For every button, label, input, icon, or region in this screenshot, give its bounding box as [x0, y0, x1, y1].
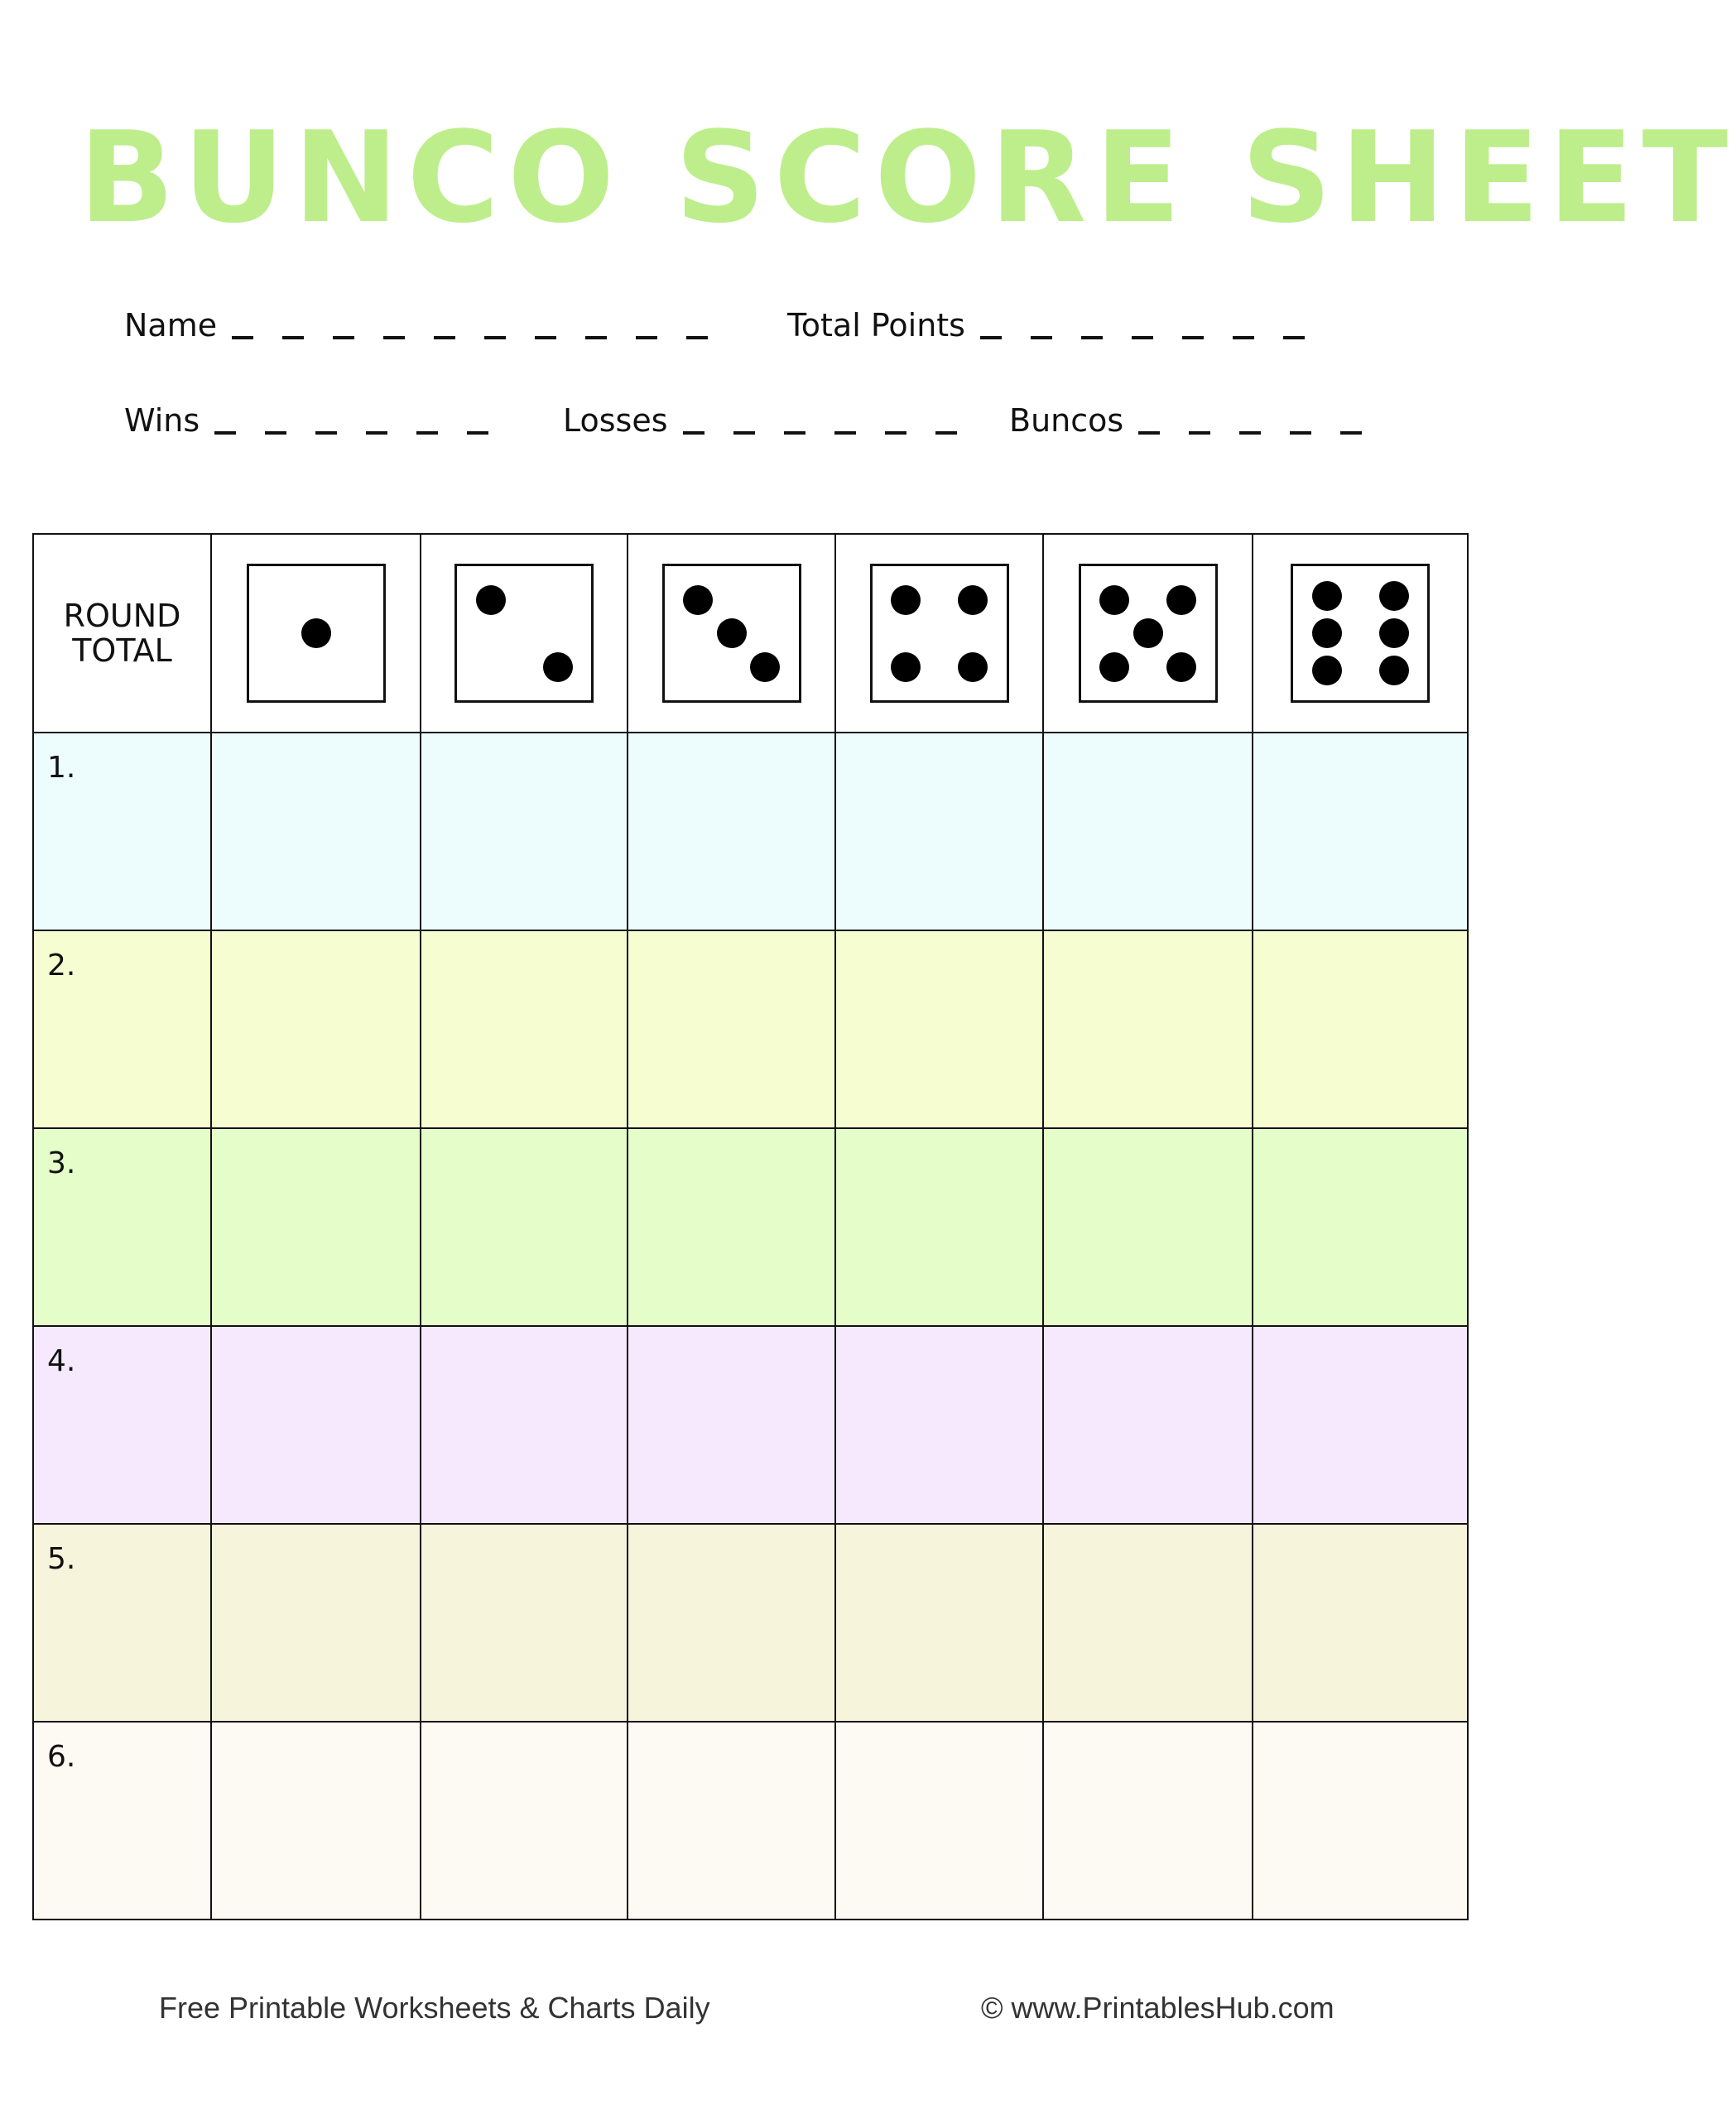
score-cell[interactable]: [211, 733, 421, 930]
round-number: 2.: [47, 949, 76, 983]
pip-icon: [1379, 581, 1409, 611]
score-body: [33, 733, 1468, 1920]
score-cell[interactable]: [835, 1722, 1043, 1920]
score-row-5: [33, 1524, 1468, 1722]
total-points-blank[interactable]: [980, 336, 1318, 339]
score-cell[interactable]: [421, 733, 628, 930]
score-cell[interactable]: [1043, 1722, 1253, 1920]
score-cell[interactable]: [628, 1722, 835, 1920]
pip-icon: [683, 585, 713, 615]
score-cell[interactable]: [628, 930, 835, 1128]
buncos-blank[interactable]: [1138, 431, 1370, 435]
pip-icon: [1099, 585, 1129, 615]
page-title: BUNCO SCORE SHEET: [79, 104, 1736, 251]
score-cell[interactable]: [628, 733, 835, 930]
score-row-4: [33, 1326, 1468, 1524]
pip-icon: [750, 652, 780, 682]
score-cell[interactable]: [1253, 1326, 1468, 1524]
score-row-1: [33, 733, 1468, 930]
score-cell[interactable]: [211, 930, 421, 1128]
score-cell[interactable]: [1253, 930, 1468, 1128]
dice-header-3: [628, 534, 835, 733]
round-total-cell[interactable]: [33, 930, 211, 1128]
die-face-4-icon: [870, 564, 1009, 703]
pip-icon: [1312, 656, 1342, 685]
score-cell[interactable]: [628, 1128, 835, 1326]
score-cell[interactable]: [421, 1326, 628, 1524]
score-cell[interactable]: [211, 1722, 421, 1920]
round-number: 3.: [47, 1146, 76, 1180]
score-cell[interactable]: [1043, 1128, 1253, 1326]
losses-label: Losses: [563, 402, 668, 439]
score-cell[interactable]: [421, 1524, 628, 1722]
score-row-6: [33, 1722, 1468, 1920]
name-blank[interactable]: [232, 336, 715, 339]
die-face-1-icon: [247, 564, 386, 703]
pip-icon: [958, 652, 988, 682]
pip-icon: [1379, 656, 1409, 685]
footer-copyright: © www.PrintablesHub.com: [981, 1991, 1334, 2025]
pip-icon: [543, 652, 573, 682]
losses-blank[interactable]: [683, 431, 964, 435]
score-cell[interactable]: [1253, 733, 1468, 930]
score-cell[interactable]: [1253, 1524, 1468, 1722]
round-number: 4.: [47, 1344, 76, 1378]
round-total-cell[interactable]: [33, 1326, 211, 1524]
header-row: [33, 534, 1468, 733]
pip-icon: [1379, 618, 1409, 648]
wins-blank[interactable]: [214, 431, 496, 435]
buncos-label: Buncos: [1009, 402, 1124, 439]
buncos-field[interactable]: [1009, 401, 1370, 440]
name-label: Name: [124, 307, 218, 344]
score-cell[interactable]: [211, 1524, 421, 1722]
total-points-label: Total Points: [787, 307, 965, 344]
round-total-cell[interactable]: [33, 1524, 211, 1722]
pip-icon: [1166, 652, 1196, 682]
wins-field[interactable]: [124, 401, 496, 440]
die-face-3-icon: [662, 564, 801, 703]
score-cell[interactable]: [835, 733, 1043, 930]
score-table: [32, 533, 1469, 1920]
pip-icon: [1166, 585, 1196, 615]
score-cell[interactable]: [421, 930, 628, 1128]
losses-field[interactable]: [563, 401, 964, 440]
die-face-5-icon: [1079, 564, 1218, 703]
round-total-cell[interactable]: [33, 733, 211, 930]
score-cell[interactable]: [1043, 1326, 1253, 1524]
score-cell[interactable]: [628, 1524, 835, 1722]
round-total-header: [33, 534, 211, 733]
dice-header-2: [421, 534, 628, 733]
round-number: 1.: [47, 751, 76, 785]
pip-icon: [1133, 618, 1163, 648]
pip-icon: [717, 618, 747, 648]
score-cell[interactable]: [421, 1128, 628, 1326]
score-cell[interactable]: [1253, 1722, 1468, 1920]
score-cell[interactable]: [835, 1524, 1043, 1722]
total-points-field[interactable]: [787, 306, 1318, 344]
score-cell[interactable]: [835, 1326, 1043, 1524]
pip-icon: [891, 585, 921, 615]
score-cell[interactable]: [211, 1326, 421, 1524]
footer-tagline: Free Printable Worksheets & Charts Daily: [159, 1991, 710, 2025]
pip-icon: [476, 585, 506, 615]
round-number: 6.: [47, 1740, 76, 1774]
score-cell[interactable]: [628, 1326, 835, 1524]
die-face-2-icon: [454, 564, 594, 703]
score-cell[interactable]: [1043, 733, 1253, 930]
score-row-2: [33, 930, 1468, 1128]
round-total-cell[interactable]: [33, 1722, 211, 1920]
dice-header-6: [1253, 534, 1468, 733]
pip-icon: [1099, 652, 1129, 682]
score-cell[interactable]: [421, 1722, 628, 1920]
score-cell[interactable]: [1253, 1128, 1468, 1326]
dice-header-4: [835, 534, 1043, 733]
pip-icon: [1312, 581, 1342, 611]
name-field[interactable]: [124, 306, 715, 344]
wins-label: Wins: [124, 402, 200, 439]
score-row-3: [33, 1128, 1468, 1326]
score-cell[interactable]: [835, 1128, 1043, 1326]
pip-icon: [301, 618, 331, 648]
score-cell[interactable]: [835, 930, 1043, 1128]
pip-icon: [958, 585, 988, 615]
pip-icon: [1312, 618, 1342, 648]
score-cell[interactable]: [211, 1128, 421, 1326]
pip-icon: [891, 652, 921, 682]
score-cell[interactable]: [1043, 930, 1253, 1128]
dice-header-5: [1043, 534, 1253, 733]
round-total-label: ROUND TOTAL: [63, 598, 181, 669]
dice-header-1: [211, 534, 421, 733]
round-number: 5.: [47, 1542, 76, 1576]
round-total-cell[interactable]: [33, 1128, 211, 1326]
die-face-6-icon: [1291, 564, 1430, 703]
score-cell[interactable]: [1043, 1524, 1253, 1722]
